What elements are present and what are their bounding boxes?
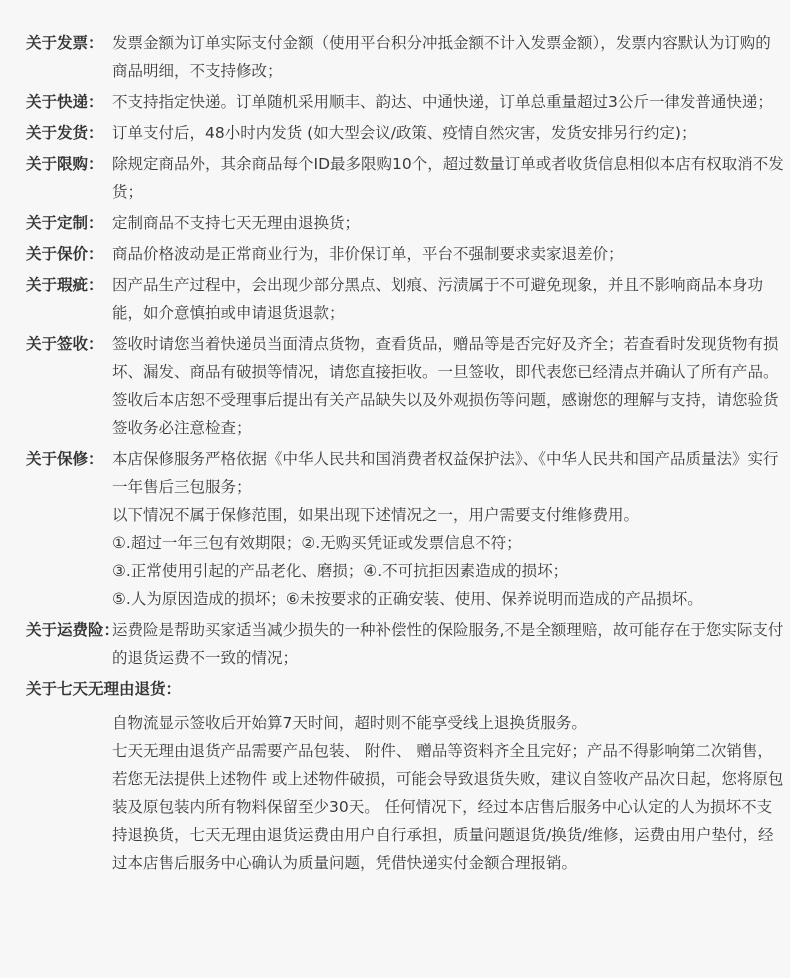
section-label: 关于保价： — [26, 245, 104, 263]
section-text: 不支持指定快递。订单随机采用顺丰、韵达、中通快递，订单总重量超过3公斤一律发普通快递； — [112, 93, 773, 111]
section-custom — [0, 209, 790, 237]
section-label: 关于定制： — [26, 214, 104, 232]
section-label: 关于七天无理由退货： — [26, 680, 182, 698]
section-purchase-limit — [0, 150, 790, 206]
section-label: 关于签收： — [26, 335, 104, 353]
section-shipping-insurance — [0, 616, 790, 672]
section-price-protection — [0, 240, 790, 268]
section-label: 关于发货： — [26, 124, 104, 142]
section-label: 关于瑕疵： — [26, 276, 104, 294]
section-shipping — [0, 119, 790, 147]
section-warranty — [0, 445, 790, 501]
warranty-items-2: ③.正常使用引起的产品老化、磨损；④.不可抗拒因素造成的损坏； — [112, 562, 569, 580]
section-invoice — [0, 29, 790, 85]
section-text: 定制商品不支持七天无理由退换货； — [112, 214, 361, 232]
section-text: 商品价格波动是正常商业行为，非价保订单，平台不强制要求卖家退差价； — [112, 245, 624, 263]
section-text: 本店保修服务严格依据《中华人民共和国消费者权益保护法》、《中华人民共和国产品质量法》实行一年售后三包服务； — [112, 450, 779, 496]
seven-day-details — [0, 703, 790, 877]
warranty-items-1: ①.超过一年三包有效期限；②.无购买凭证或发票信息不符； — [112, 534, 522, 552]
section-text: 除规定商品外，其余商品每个ID最多限购10个，超过数量订单或者收货信息相似本店有权取消不发货； — [112, 155, 784, 201]
section-signing — [0, 330, 790, 442]
section-text: 因产品生产过程中，会出现少部分黑点、划痕、污渍属于不可避免现象，并且不影响商品本身功能，如介意慎拍或申请退货退款； — [112, 276, 764, 322]
section-text: 订单支付后，48小时内发货 (如大型会议/政策、疫情自然灾害，发货安排另行约定)； — [112, 124, 697, 142]
section-label: 关于快递： — [26, 93, 104, 111]
section-defects — [0, 271, 790, 327]
section-label: 关于保修： — [26, 450, 104, 468]
warranty-details — [0, 501, 790, 613]
seven-day-para-1: 自物流显示签收后开始算7天时间，超时则不能享受线上退换货服务。 — [112, 714, 587, 732]
section-text: 签收时请您当着快递员当面清点货物，查看货品，赠品等是否完好及齐全；若查看时发现货物有损坏、漏发、商品有破损等情况，请您直接拒收。一旦签收，即代表您已经清点并确认了所有产品。签收后本店恕不受理事后提出有关产品缺失以及外观损伤等问题，感谢您的理解与支持，请您验货签收务必注意检查； — [112, 335, 779, 437]
section-seven-day-return — [0, 675, 790, 703]
warranty-intro: 以下情况不属于保修范围，如果出现下述情况之一，用户需要支付维修费用。 — [112, 506, 640, 524]
seven-day-para-2: 七天无理由退货产品需要产品包装、 附件、 赠品等资料齐全且完好；产品不得影响第二次销售，若您无法提供上述物件 或上述物件破损，可能会导致退货失败，建议自签收产品次日起，您将原包装及原包装内所有物料保留至少30天。 任何情况下，经过本店售后服务中心认定的人为损坏不支持退换货，七天无理由退货运费由用户自行承担，质量问题退货/换货/维修，运费由用户垫付，经过本店售后服务中心确认为质量问题，凭借快递实付金额合理报销。 — [112, 742, 784, 872]
warranty-items-3: ⑤.人为原因造成的损坏；⑥未按要求的正确安装、使用、保养说明而造成的产品损坏。 — [112, 590, 703, 608]
section-text: 发票金额为订单实际支付金额（使用平台积分冲抵金额不计入发票金额），发票内容默认为订购的商品明细，不支持修改； — [112, 34, 771, 80]
section-text: 运费险是帮助买家适当减少损失的一种补偿性的保险服务,不是全额理赔，故可能存在于您实际支付的退货运费不一致的情况； — [112, 621, 784, 667]
section-express — [0, 88, 790, 116]
section-label: 关于发票： — [26, 34, 104, 52]
section-label: 关于限购： — [26, 155, 104, 173]
section-label: 关于运费险： — [26, 621, 120, 639]
